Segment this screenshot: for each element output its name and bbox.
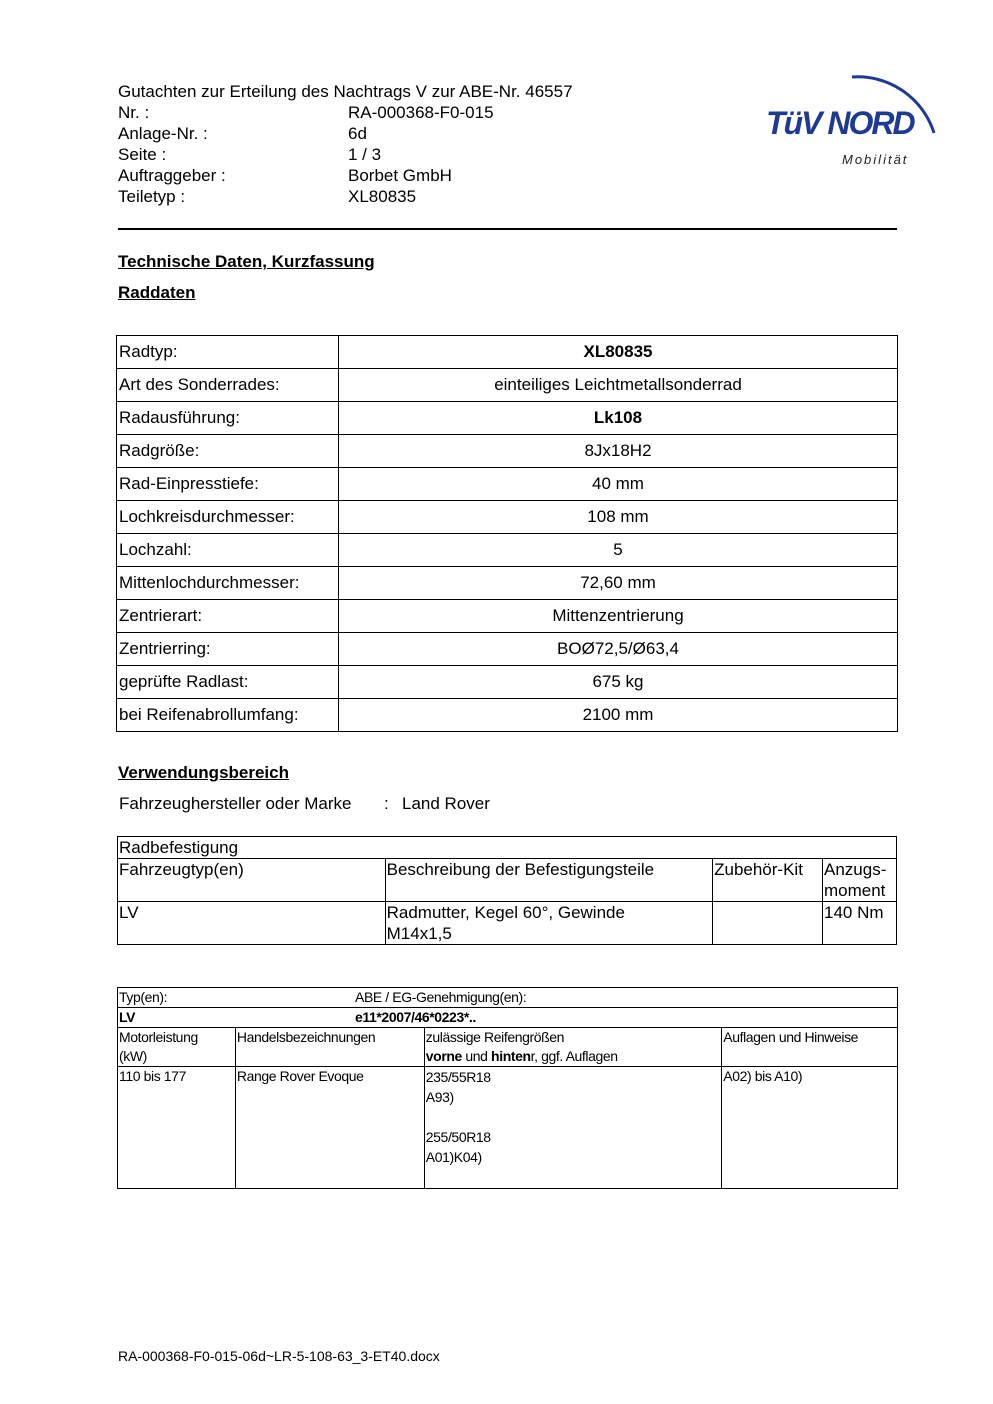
table-row xyxy=(118,1028,898,1067)
reifen-und: und xyxy=(461,1048,492,1064)
header-value-nr: RA-000368-F0-015 xyxy=(348,103,494,122)
table-row xyxy=(117,369,898,402)
table-row xyxy=(117,633,898,666)
raddaten-label: Radtyp: xyxy=(117,336,339,369)
typ-label: Typ(en): xyxy=(119,989,168,1005)
table-row xyxy=(117,600,898,633)
raddaten-value: 108 mm xyxy=(339,501,898,534)
reifen-vorne: vorne xyxy=(425,1048,462,1064)
column-header-moment xyxy=(823,859,897,902)
column-header-reifen xyxy=(424,1028,721,1067)
table-row xyxy=(118,988,898,1008)
header-value-teiletyp: XL80835 xyxy=(348,187,417,206)
typen-label-row xyxy=(118,988,898,1008)
column-header-handel: Handelsbezeichnungen xyxy=(235,1028,424,1067)
header-divider xyxy=(118,228,897,230)
cell-handel: Range Rover Evoque xyxy=(235,1067,424,1189)
cell-beschreibung xyxy=(385,902,712,945)
raddaten-value: 675 kg xyxy=(339,666,898,699)
raddaten-value: 2100 mm xyxy=(339,699,898,732)
column-header-beschreibung: Beschreibung der Befestigungsteile xyxy=(385,859,712,902)
reifen-note: A01)K04) xyxy=(425,1149,482,1165)
raddaten-label: geprüfte Radlast: xyxy=(117,666,339,699)
cell-auflagen: A02) bis A10) xyxy=(722,1067,898,1189)
section-title-raddaten: Raddaten xyxy=(118,283,196,302)
table-row xyxy=(117,402,898,435)
table-row xyxy=(117,699,898,732)
raddaten-label: bei Reifenabrollumfang: xyxy=(117,699,339,732)
reifen-note: A93) xyxy=(425,1089,454,1105)
section-title-verwendungsbereich: Verwendungsbereich xyxy=(118,763,289,782)
moment-line-2: moment xyxy=(824,881,886,900)
reifen-size: 255/50R18 xyxy=(425,1129,491,1145)
header-label-nr: Nr. : xyxy=(118,103,150,122)
header-value-anlage: 6d xyxy=(348,124,367,143)
footer-filename: RA-000368-F0-015-06d~LR-5-108-63_3-ET40.docx xyxy=(118,1348,440,1364)
raddaten-label: Art des Sonderrades: xyxy=(117,369,339,402)
raddaten-table xyxy=(116,335,898,732)
typ-value: LV xyxy=(119,1009,136,1025)
raddaten-label: Lochzahl: xyxy=(117,534,339,567)
motor-line-1: Motorleistung xyxy=(119,1029,198,1045)
raddaten-label: Rad-Einpresstiefe: xyxy=(117,468,339,501)
beschreibung-line-2: M14x1,5 xyxy=(386,924,452,943)
raddaten-label: Radausführung: xyxy=(117,402,339,435)
radbefestigung-table xyxy=(117,836,897,945)
raddaten-value: Lk108 xyxy=(339,402,898,435)
header-label-auftraggeber: Auftraggeber : xyxy=(118,166,226,185)
table-row xyxy=(118,859,897,902)
radbefestigung-title: Radbefestigung xyxy=(118,837,897,859)
header-label-anlage: Anlage-Nr. : xyxy=(118,124,208,143)
cell-kit xyxy=(713,902,823,945)
reifen-line-2 xyxy=(426,1047,720,1066)
raddaten-value: einteiliges Leichtmetallsonderrad xyxy=(339,369,898,402)
header-label-teiletyp: Teiletyp : xyxy=(118,187,186,206)
cell-fahrzeugtyp: LV xyxy=(118,902,386,945)
table-row xyxy=(117,435,898,468)
raddaten-value: Mittenzentrierung xyxy=(339,600,898,633)
reifen-hinten: hinten xyxy=(491,1048,531,1064)
raddaten-value: 8Jx18H2 xyxy=(339,435,898,468)
table-row xyxy=(117,567,898,600)
moment-line-1: Anzugs- xyxy=(824,860,887,879)
table-row xyxy=(118,1067,898,1189)
logo-sub: Mobilität xyxy=(842,152,909,167)
reifen-rest: r, ggf. Auflagen xyxy=(530,1048,618,1064)
table-row xyxy=(117,501,898,534)
table-row xyxy=(117,534,898,567)
reifen-line-1: zulässige Reifengrößen xyxy=(425,1029,565,1045)
cell-moment: 140 Nm xyxy=(823,902,897,945)
header-label-seite: Seite : xyxy=(118,145,167,164)
abe-label: ABE / EG-Genehmigung(en): xyxy=(355,989,527,1005)
reifen-size: 235/55R18 xyxy=(425,1069,491,1085)
table-row xyxy=(117,666,898,699)
typen-table xyxy=(117,987,898,1189)
raddaten-value: BOØ72,5/Ø63,4 xyxy=(339,633,898,666)
raddaten-label: Zentrierart: xyxy=(117,600,339,633)
table-row xyxy=(118,837,897,859)
beschreibung-line-1: Radmutter, Kegel 60°, Gewinde xyxy=(386,903,625,922)
raddaten-label: Zentrierring: xyxy=(117,633,339,666)
table-row xyxy=(118,902,897,945)
report-title: Gutachten zur Erteilung des Nachtrags V zur ABE-Nr. 46557 xyxy=(118,82,573,101)
raddaten-value: XL80835 xyxy=(339,336,898,369)
column-header-motor xyxy=(118,1028,236,1067)
verwendung-label: Fahrzeughersteller oder Marke xyxy=(119,794,352,813)
raddaten-label: Mittenlochdurchmesser: xyxy=(117,567,339,600)
table-row xyxy=(118,1008,898,1028)
tuv-nord-logo xyxy=(760,55,945,175)
motor-line-2: (kW) xyxy=(119,1048,147,1064)
typen-value-row xyxy=(118,1008,898,1028)
raddaten-value: 72,60 mm xyxy=(339,567,898,600)
cell-motor: 110 bis 177 xyxy=(118,1067,236,1189)
raddaten-label: Radgröße: xyxy=(117,435,339,468)
table-row xyxy=(117,336,898,369)
verwendung-separator: : xyxy=(384,794,389,813)
table-row xyxy=(117,468,898,501)
column-header-auflagen: Auflagen und Hinweise xyxy=(722,1028,898,1067)
header-value-seite: 1 / 3 xyxy=(348,145,382,164)
reifen-spacer xyxy=(426,1107,720,1127)
column-header-fahrzeugtyp: Fahrzeugtyp(en) xyxy=(118,859,386,902)
raddaten-value: 40 mm xyxy=(339,468,898,501)
raddaten-label: Lochkreisdurchmesser: xyxy=(117,501,339,534)
cell-reifen xyxy=(424,1067,721,1189)
logo-brand: TüV NORD xyxy=(766,105,914,141)
raddaten-value: 5 xyxy=(339,534,898,567)
abe-value: e11*2007/46*0223*.. xyxy=(355,1009,476,1025)
column-header-kit: Zubehör-Kit xyxy=(713,859,823,902)
header-value-auftraggeber: Borbet GmbH xyxy=(348,166,452,185)
verwendung-value: Land Rover xyxy=(402,794,490,813)
section-title-technische-daten: Technische Daten, Kurzfassung xyxy=(118,252,375,271)
